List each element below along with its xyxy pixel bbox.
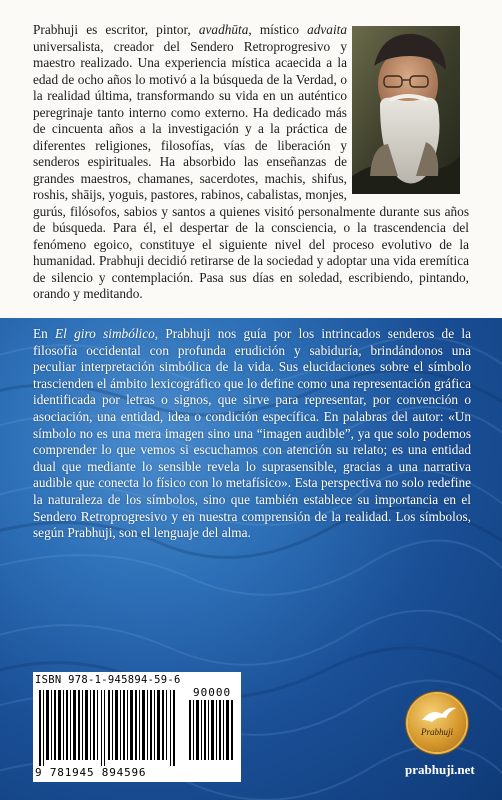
publisher-website: prabhuji.net [405,762,475,777]
author-bio [33,22,469,303]
synopsis-text-1: En [33,326,56,341]
synopsis-section [0,318,502,800]
bio-text-3: universalista, creador del Sendero Retroprogresivo y maestro realizado. Una experiencia mística acaecida a la edad de ocho años lo motivó a la búsqueda de la Verdad, o la realidad última, transformando su vida en un auténtico peregrinaje tanto interno como externo. Ha dedicado más de cincuenta años a la investigación y a la práctica de diferentes religiones, filosofías, vías de liberación y senderos espirituales. Ha absorbido las enseñanzas de grandes maestros, chamanes, sacerdotes, machis, shifus, roshis, shāijs, yoguis, pastores, rabinos, cabalistas, monjes, gurús, filósofos, sabios y santos a quienes visitó personalmente durante sus años de búsqueda. Para él, el despertar de la consciencia, o la trascendencia del fenómeno egoico, constituye el siguiente nivel del proceso evolutivo de la humanidad. Prabhuji decidió retirarse de la sociedad y adoptar una vida eremítica de silencio y contemplación. Pasa sus días en soledad, escribiendo, pintando, orando y meditando. [33,38,469,301]
logo-text: Prabhuji [420,727,453,737]
bio-text-2: , místico [248,22,308,37]
synopsis-text-2: , Prabhuji nos guía por los intrincados senderos de la filosofía occidental con profunda erudición y sabiduría, brindándonos una peculiar interpretación simbólica de la vida. Sus elucidaciones sobre el símbolo trascienden el ámbito lexicográfico que lo define como una representación gráfica identificada por letras o signos, que sirve para representar, por convención o asociación, una entidad, idea o condición específica. En palabras del autor: «Un símbolo no es una mera imagen sino una “imagen audible”, ya que solo podemos comprender lo que vemos si escuchamos con atención su relato; es una entidad dual que mediante lo sensible revela lo suprasensible, gracias a una narrativa audible que conecta lo físico con lo metafísico». Esta perspectiva no solo redefine la naturaleza de los símbolos, sino que también establece su importancia en el Sendero Retroprogresivo y en nuestra comprensión de la realidad. Los símbolos, según Prabhuji, son el lenguaje del alma. [33,326,471,541]
publisher-logo [408,694,466,752]
price-code: 90000 [193,686,232,699]
isbn-digits: 9 781945 894596 [35,766,147,779]
isbn-barcode [33,672,241,782]
book-synopsis [33,326,471,542]
author-bio-section [0,0,502,318]
bio-avadhuta: avadhūta [198,22,249,37]
bio-text-1: Prabhuji es escritor, pintor, [33,22,199,37]
barcode-bars [37,690,183,766]
price-barcode-bars [187,700,237,760]
isbn-label: ISBN 978-1-945894-59-6 [35,674,181,686]
book-title: El giro simbólico [55,326,155,341]
bio-advaita: advaita [307,22,347,37]
bird-icon [408,694,466,752]
